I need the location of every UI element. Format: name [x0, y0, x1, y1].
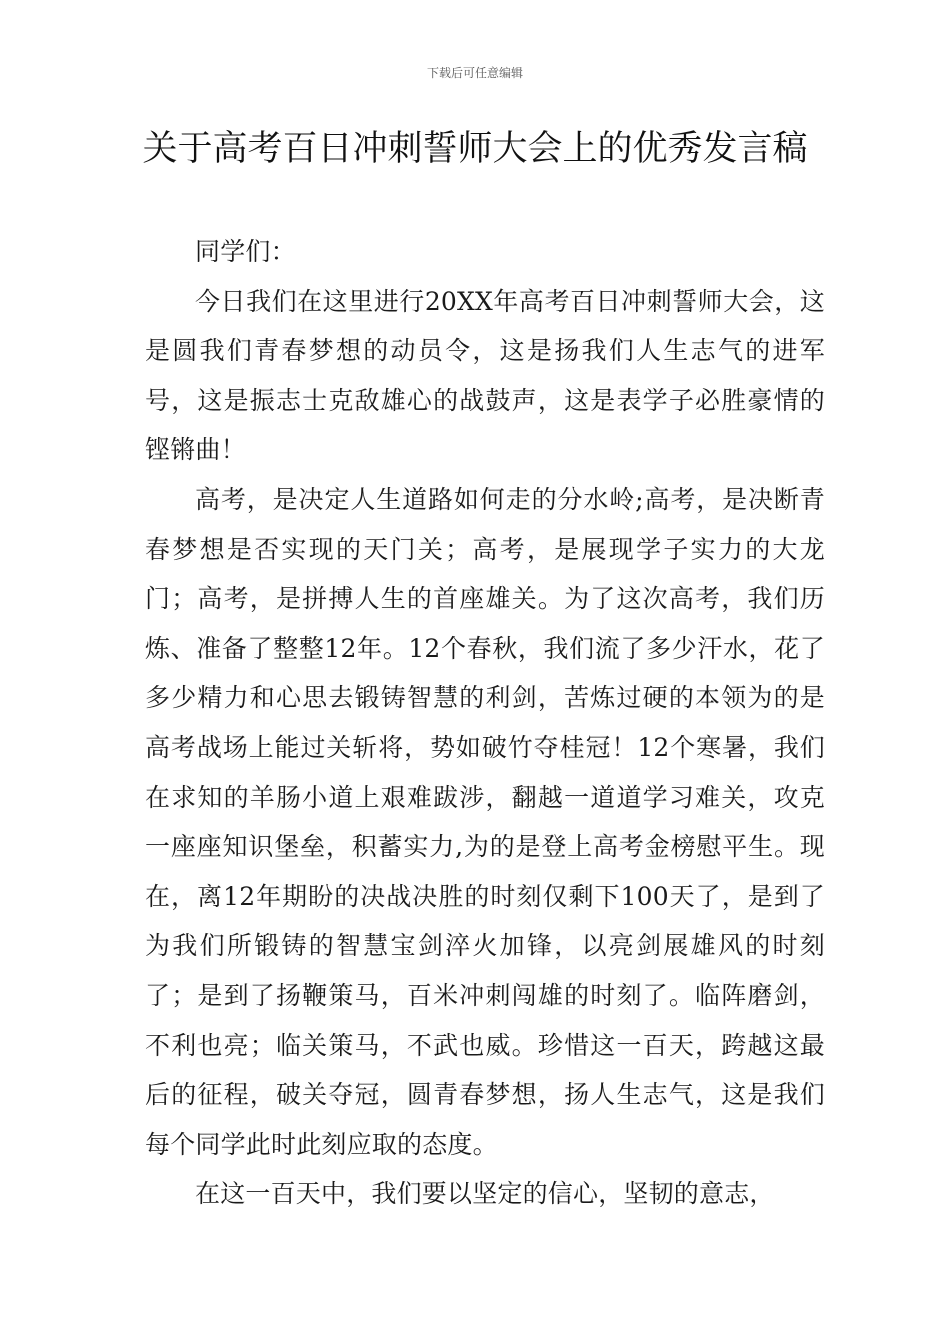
- document-body: [145, 227, 825, 1219]
- body-paragraph: 今日我们在这里进行20XX年高考百日冲刺誓师大会，这是圆我们青春梦想的动员令，这是扬我们人生志气的进军号，这是振志士克敌雄心的战鼓声，这是表学子必胜豪情的铿锵曲！: [145, 286, 825, 465]
- body-paragraph: 在这一百天中，我们要以坚定的信心，坚韧的意志，: [195, 1179, 775, 1209]
- body-paragraph: 高考，是决定人生道路如何走的分水岭;高考，是决断青春梦想是否实现的天门关；高考，是展现学子实力的大龙门；高考，是拼搏人生的首座雄关。为了这次高考，我们历炼、准备了整整12年。12个春秋，我们流了多少汗水，花了多少精力和心思去锻铸智慧的利剑，苦炼过硬的本领为的是高考战场上能过关斩将，势如破竹夺桂冠！12个寒暑，我们在求知的羊肠小道上艰难跋涉，翻越一道道学习难关，攻克一座座知识堡垒，积蓄实力,为的是登上高考金榜慰平生。现在，离12年期盼的决战决胜的时刻仅剩下100天了，是到了为我们所锻铸的智慧宝剑淬火加锋，以亮剑展雄风的时刻了；是到了扬鞭策马，百米冲刺闯雄的时刻了。临阵磨剑，不利也亮；临关策马，不武也威。珍惜这一百天，跨越这最后的征程，破关夺冠，圆青春梦想，扬人生志气，这是我们每个同学此时此刻应取的态度。: [145, 484, 825, 1159]
- header-note: 下载后可任意编辑: [426, 66, 523, 80]
- salutation-paragraph: 同学们：: [195, 237, 296, 266]
- document-title: 关于高考百日冲刺誓师大会上的优秀发言稿: [142, 129, 808, 169]
